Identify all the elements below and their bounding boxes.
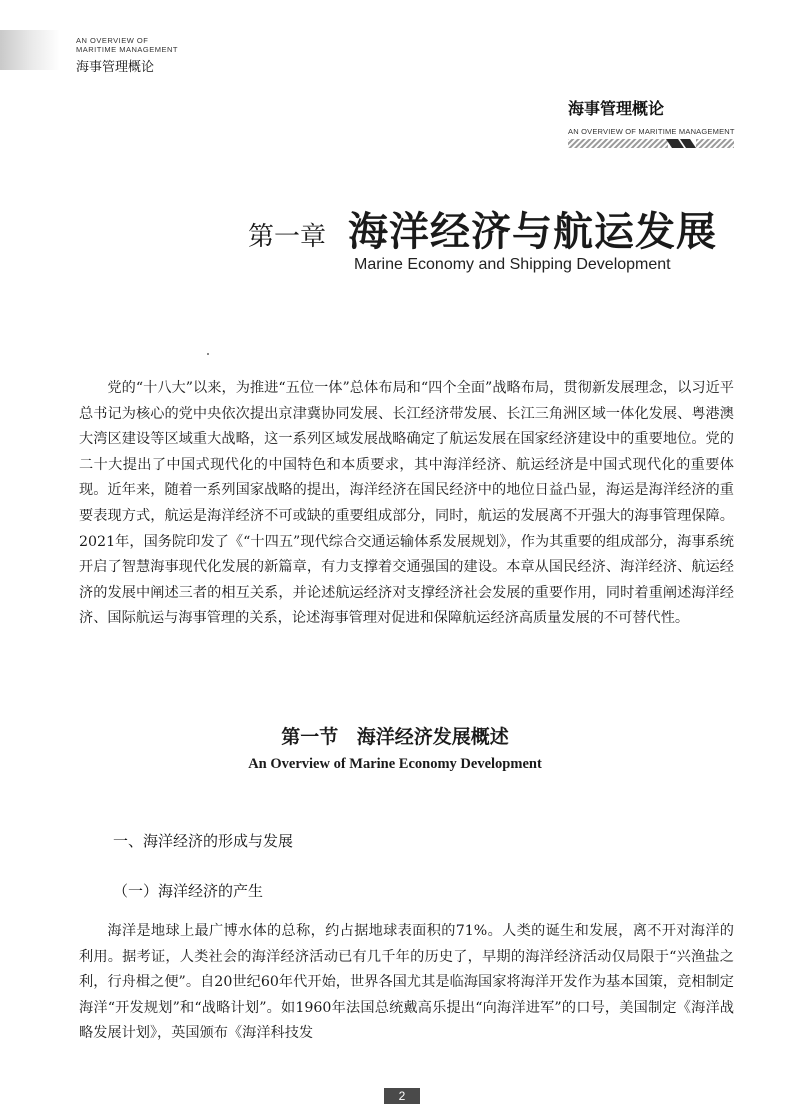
header-right-chinese: 海事管理概论 xyxy=(568,99,665,118)
chapter-heading xyxy=(248,200,717,257)
hatch-band-left xyxy=(568,139,668,148)
running-header-right xyxy=(568,96,738,136)
page-number: 2 xyxy=(384,1088,420,1104)
intro-paragraph: 党的“十八大”以来，为推进“五位一体”总体布局和“四个全面”战略布局，贯彻新发展理念，以习近平总书记为核心的党中央依次提出京津冀协同发展、长江经济带发展、长江三角洲区域一体化发展、粤港澳大湾区建设等区域重大战略，这一系列区域发展战略确定了航运发展在国家经济建设中的重要地位。党的二十大提出了中国式现代化的中国特色和本质要求，其中海洋经济、航运经济是中国式现代化的重要体现。近年来，随着一系列国家战略的提出，海洋经济在国民经济中的地位日益凸显，海运是海洋经济的重要表现方式，航运是海洋经济不可或缺的重要组成部分，同时，航运的发展离不开强大的海事管理保障。2021年，国务院印发了《“十四五”现代综合交通运输体系发展规划》，作为其重要的组成部分，海事系统开启了智慧海事现代化发展的新篇章，有力支撑着交通强国的建设。本章从国民经济、海洋经济、航运经济的发展中阐述三者的相互关系，并论述航运经济对支撑经济社会发展的重要作用，同时着重阐述海洋经济、国际航运与海事管理的关系，论述海事管理对促进和保障航运经济高质量发展的不可替代性。 xyxy=(79,380,734,627)
body-paragraph: 海洋是地球上最广博水体的总称，约占据地球表面积的71%。人类的诞生和发展，离不开对海洋的利用。据考证，人类社会的海洋经济活动已有几千年的历史了，早期的海洋经济活动仅局限于“兴渔盐之利，行舟楫之便”。自20世纪60年代开始，世界各国尤其是临海国家将海洋开发作为基本国策，竞相制定海洋“开发规划”和“战略计划”。如1960年法国总统戴高乐提出“向海洋进军”的口号，美国制定《海洋战略发展计划》，英国颁布《海洋科技发 xyxy=(79,923,734,1042)
corner-shade xyxy=(0,30,60,70)
running-header-left xyxy=(76,36,186,75)
chapter-title: 海洋经济与航运发展 xyxy=(348,208,718,255)
hatch-band-right xyxy=(696,139,734,148)
section-title: 第一节 海洋经济发展概述 xyxy=(281,726,509,748)
chapter-title-english: Marine Economy and Shipping Development xyxy=(354,256,671,273)
header-left-chinese: 海事管理概论 xyxy=(76,60,155,75)
header-decoration-bar xyxy=(568,137,734,149)
header-left-english: AN OVERVIEW OF MARITIME MANAGEMENT xyxy=(76,36,179,54)
stray-dot xyxy=(207,353,209,355)
chapter-number: 第一章 xyxy=(248,222,327,252)
heading-level-2: （一）海洋经济的产生 xyxy=(113,882,264,900)
header-right-english: AN OVERVIEW OF MARITIME MANAGEMENT xyxy=(568,127,735,136)
heading-level-1: 一、海洋经济的形成与发展 xyxy=(113,832,294,850)
section-title-english: An Overview of Marine Economy Development xyxy=(248,756,542,772)
